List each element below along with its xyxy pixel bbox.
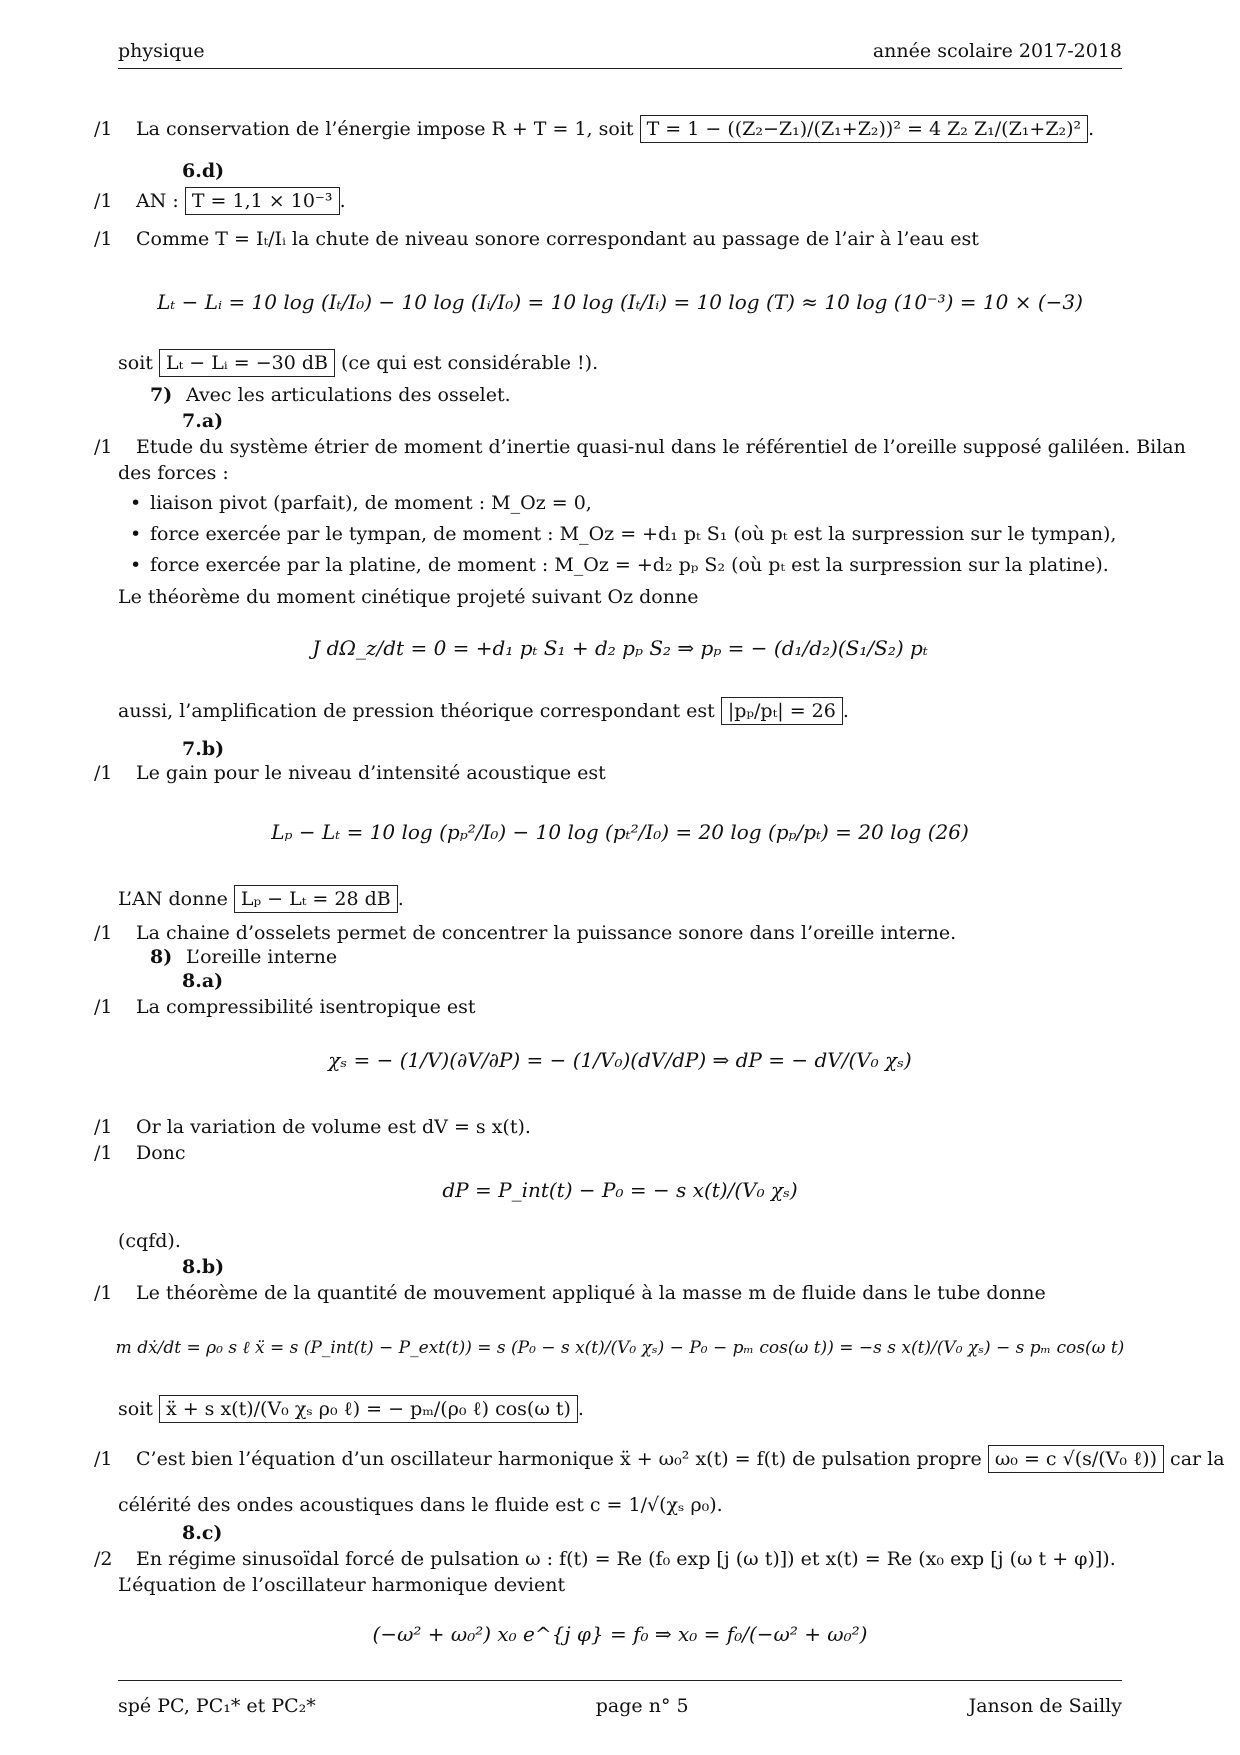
line-text: La compressibilité isentropique est bbox=[136, 996, 476, 1018]
line-text-main: La conservation de l’énergie impose R + T = 1, soit bbox=[136, 118, 634, 140]
footer-school: Janson de Sailly bbox=[968, 1695, 1122, 1717]
points-mark: /1 bbox=[94, 118, 113, 140]
bullet-dot: • bbox=[130, 554, 142, 576]
page-header bbox=[118, 40, 1122, 69]
boxed-result: |pₚ/pₜ| = 26 bbox=[721, 697, 843, 725]
section-title: L’oreille interne bbox=[186, 946, 338, 968]
section-number: 7) bbox=[150, 384, 173, 406]
line-text-main: soit bbox=[118, 1398, 153, 1420]
equation: (−ω² + ω₀²) x₀ e^{j φ} = f₀ ⇒ x₀ = f₀/(−ω² + ω₀²) bbox=[372, 1622, 868, 1646]
footer-page-number: page n° 5 bbox=[595, 1695, 689, 1717]
line-text-main: AN : bbox=[136, 190, 179, 212]
line-text: Comme T = Iₜ/Iᵢ la chute de niveau sonore correspondant au passage de l’air à l’eau est bbox=[136, 228, 979, 250]
bullet-dot: • bbox=[130, 523, 142, 545]
line-text: Le gain pour le niveau d’intensité acoustique est bbox=[136, 762, 606, 784]
equation: J dΩ_z/dt = 0 = +d₁ pₜ S₁ + d₂ pₚ S₂ ⇒ pₚ = − (d₁/d₂)(S₁/S₂) pₜ bbox=[312, 636, 928, 660]
line-text-main: L’AN donne bbox=[118, 888, 228, 910]
section-number: 8) bbox=[150, 946, 173, 968]
points-mark: /1 bbox=[94, 996, 113, 1018]
section-number: 7.b) bbox=[182, 738, 225, 760]
points-mark: /1 bbox=[94, 922, 113, 944]
line-text: L’AN donne Lₚ − Lₜ = 28 dB . bbox=[118, 888, 404, 910]
points-mark: /1 bbox=[94, 1448, 113, 1470]
line-text: AN : T = 1,1 × 10⁻³ . bbox=[136, 190, 346, 212]
line-text: (cqfd). bbox=[118, 1230, 181, 1252]
line-text: Or la variation de volume est dV = s x(t). bbox=[136, 1116, 531, 1138]
line-text: La chaine d’osselets permet de concentrer la puissance sonore dans l’oreille interne. bbox=[136, 922, 957, 944]
equation: dP = P_int(t) − P₀ = − s x(t)/(V₀ χₛ) bbox=[442, 1178, 798, 1202]
page-footer bbox=[118, 1680, 1122, 1755]
boxed-result: ẍ + s x(t)/(V₀ χₛ ρ₀ ℓ) = − pₘ/(ρ₀ ℓ) cos(ω t) bbox=[159, 1395, 578, 1423]
boxed-result: T = 1 − ((Z₂−Z₁)/(Z₁+Z₂))² = 4 Z₂ Z₁/(Z₁+Z₂)² bbox=[640, 115, 1089, 143]
section-number: 8.b) bbox=[182, 1256, 225, 1278]
line-text: Le théorème de la quantité de mouvement appliqué à la masse m de fluide dans le tube donne bbox=[136, 1282, 1046, 1304]
line-text-after: (ce qui est considérable !). bbox=[341, 352, 599, 374]
line-text: En régime sinusoïdal forcé de pulsation ω : f(t) = Re (f₀ exp [j (ω t)]) et x(t) = Re (x₀ exp [j (ω t + φ)]). bbox=[136, 1548, 1116, 1570]
section-number: 8.a) bbox=[182, 970, 224, 992]
line-text-main: C’est bien l’équation d’un oscillateur harmonique ẍ + ω₀² x(t) = f(t) de pulsation propre bbox=[136, 1448, 982, 1470]
bullet-dot: • bbox=[130, 492, 142, 514]
points-mark: /1 bbox=[94, 1142, 113, 1164]
line-text: Donc bbox=[136, 1142, 186, 1164]
footer-class: spé PC, PC₁* et PC₂* bbox=[118, 1695, 316, 1717]
line-text: des forces : bbox=[118, 462, 229, 484]
boxed-result: T = 1,1 × 10⁻³ bbox=[185, 187, 340, 215]
line-text-main: soit bbox=[118, 352, 153, 374]
points-mark: /1 bbox=[94, 762, 113, 784]
boxed-result: ω₀ = c √(s/(V₀ ℓ)) bbox=[988, 1445, 1164, 1473]
equation: χₛ = − (1/V)(∂V/∂P) = − (1/V₀)(dV/dP) ⇒ dP = − dV/(V₀ χₛ) bbox=[328, 1048, 912, 1072]
header-year: année scolaire 2017-2018 bbox=[872, 40, 1122, 62]
line-text: soit ẍ + s x(t)/(V₀ χₛ ρ₀ ℓ) = − pₘ/(ρ₀ ℓ) cos(ω t) . bbox=[118, 1398, 584, 1421]
section-number: 6.d) bbox=[182, 160, 225, 182]
section-title: Avec les articulations des osselet. bbox=[186, 384, 511, 406]
section-number: 7.a) bbox=[182, 410, 224, 432]
boxed-result: Lₚ − Lₜ = 28 dB bbox=[234, 885, 398, 913]
points-mark: /2 bbox=[94, 1548, 113, 1570]
section-number: 8.c) bbox=[182, 1522, 223, 1544]
header-subject: physique bbox=[118, 40, 205, 62]
points-mark: /1 bbox=[94, 228, 113, 250]
points-mark: /1 bbox=[94, 1282, 113, 1304]
line-text-main: aussi, l’amplification de pression théorique correspondant est bbox=[118, 700, 715, 722]
points-mark: /1 bbox=[94, 1116, 113, 1138]
equation: m dẋ/dt = ρ₀ s ℓ ẍ = s (P_int(t) − P_ext(t)) = s (P₀ − s x(t)/(V₀ χₛ) − P₀ − pₘ cos(ω t)) = −s s x(t)/(V₀ χₛ) − s pₘ cos(ω t) bbox=[115, 1338, 1125, 1358]
equation: Lₜ − Lᵢ = 10 log (Iₜ/I₀) − 10 log (Iᵢ/I₀) = 10 log (Iₜ/Iᵢ) = 10 log (T) ≈ 10 log (10⁻³) = 10 × (−3) bbox=[157, 290, 1083, 314]
line-text: célérité des ondes acoustiques dans le fluide est c = 1/√(χₛ ρ₀). bbox=[118, 1494, 723, 1516]
line-text bbox=[118, 352, 598, 374]
bullet-text: liaison pivot (parfait), de moment : M_Oz = 0, bbox=[150, 492, 592, 514]
line-text bbox=[136, 1448, 1225, 1471]
points-mark: /1 bbox=[94, 436, 113, 458]
line-text: La conservation de l’énergie impose R + T = 1, soit T = 1 − ((Z₂−Z₁)/(Z₁+Z₂))² = 4 Z₂ Z₁/(Z₁+Z₂)² . bbox=[136, 118, 1094, 140]
line-text-after: car la bbox=[1170, 1448, 1225, 1470]
points-mark: /1 bbox=[94, 190, 113, 212]
line-text: aussi, l’amplification de pression théorique correspondant est |pₚ/pₜ| = 26 . bbox=[118, 700, 849, 722]
boxed-result: Lₜ − Lᵢ = −30 dB bbox=[159, 349, 335, 377]
line-text: Le théorème du moment cinétique projeté suivant Oz donne bbox=[118, 586, 699, 608]
bullet-text: force exercée par le tympan, de moment : M_Oz = +d₁ pₜ S₁ (où pₜ est la surpression sur le tympan), bbox=[150, 523, 1117, 545]
equation: Lₚ − Lₜ = 10 log (pₚ²/I₀) − 10 log (pₜ²/I₀) = 20 log (pₚ/pₜ) = 20 log (26) bbox=[271, 820, 969, 844]
line-text: L’équation de l’oscillateur harmonique devient bbox=[118, 1574, 566, 1596]
line-text: Etude du système étrier de moment d’inertie quasi-nul dans le référentiel de l’oreille supposé galiléen. Bilan bbox=[136, 436, 1186, 458]
bullet-text: force exercée par la platine, de moment : M_Oz = +d₂ pₚ S₂ (où pₜ est la surpression sur la platine). bbox=[150, 554, 1109, 576]
